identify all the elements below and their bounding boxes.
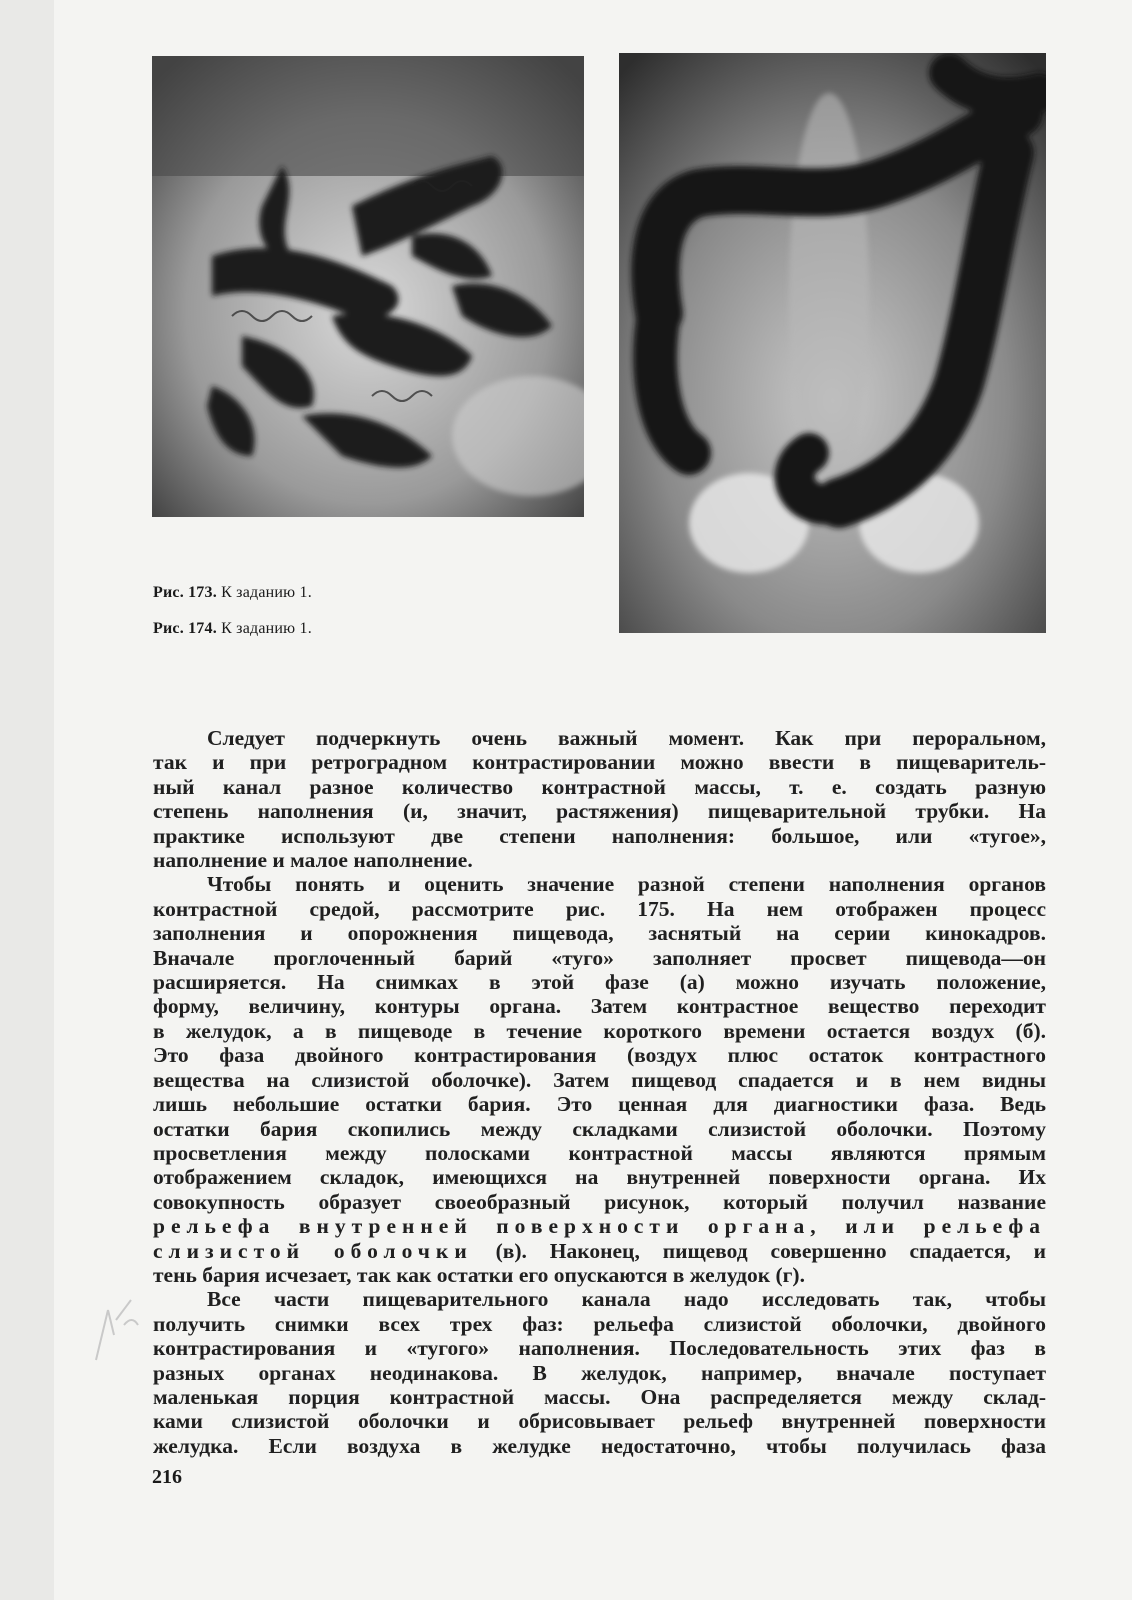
text-line: Все части пищеварительного канала надо исследовать так, чтобы (207, 1287, 1046, 1312)
text-line: остатки бария скопились между складками слизистой оболочки. Поэтому (153, 1116, 1046, 1141)
text-line: практике используют две степени наполнения: большое, или «тугое», (153, 823, 1046, 848)
text-line: заполнения и опорожнения пищевода, заснятый на серии кинокадров. (153, 921, 1046, 946)
text-line-spaced: рельефа внутренней поверхности органа, или рельефа (153, 1214, 1046, 1239)
xray-colon-graphic (619, 53, 1046, 633)
text-line: в желудок, а в пищеводе в течение короткого времени остается воздух (б). (153, 1018, 1046, 1043)
text-line: вещества на слизистой оболочке). Затем пищевод спадается и в нем видны (153, 1067, 1046, 1092)
text-line: получить снимки всех трех фаз: рельефа слизистой оболочки, двойного (153, 1311, 1046, 1336)
text-line: отображением складок, имеющихся на внутренней поверхности органа. Их (153, 1165, 1046, 1190)
text-line-mixed (153, 1239, 1046, 1263)
figure-caption-text: К заданию 1. (221, 584, 312, 601)
figure-number: Рис. 174. (153, 620, 217, 637)
text-line: контрастной средой, рассмотрите рис. 175. На нем отображен процесс (153, 896, 1046, 921)
spaced-term: слизистой оболочки (153, 1238, 473, 1263)
page-number: 216 (152, 1466, 182, 1488)
text-line: форму, величину, контуры органа. Затем контрастное вещество переходит (153, 994, 1046, 1019)
paragraph-3 (153, 1287, 1046, 1458)
text-line: Вначале проглоченный барий «туго» заполняет просвет пищевода—он (153, 945, 1046, 970)
text-line: совокупность образует своеобразный рисунок, который получил название (153, 1189, 1046, 1214)
text-line: разных органах неодинакова. В желудок, например, вначале поступает (153, 1360, 1046, 1385)
pencil-mark-icon (86, 1290, 146, 1370)
text-line: маленькая порция контрастной массы. Она распределяется между склад- (153, 1384, 1046, 1409)
text-line: Следует подчеркнуть очень важный момент. Как при пероральном, (207, 726, 1046, 750)
text-line: просветления между полосками контрастной массы являются прямым (153, 1140, 1046, 1165)
figure-caption-173 (153, 584, 312, 602)
text-line: ками слизистой оболочки и обрисовывает рельеф внутренней поверхности (153, 1409, 1046, 1434)
xray-image-fig174 (619, 53, 1046, 633)
text-line: Чтобы понять и оценить значение разной степени наполнения органов (207, 872, 1046, 897)
text-line: наполнение и малое наполнение. (153, 848, 473, 873)
paragraph-2 (153, 872, 1046, 1287)
paragraph-1 (153, 726, 1046, 872)
text-line: контрастирования и «тугого» наполнения. Последовательность этих фаз в (153, 1336, 1046, 1361)
figure-caption-text: К заданию 1. (221, 620, 312, 637)
text-line: Это фаза двойного контрастирования (воздух плюс остаток контрастного (153, 1043, 1046, 1068)
main-text (153, 726, 1046, 1458)
text-fragment: (в). Наконец, пищевод совершенно спадается, и (472, 1238, 1046, 1263)
text-line: ный канал разное количество контрастной массы, т. е. создать разную (153, 774, 1046, 799)
text-line: степень наполнения (и, значит, растяжения) пищеварительной трубки. На (153, 799, 1046, 824)
figure-caption-174 (153, 620, 312, 638)
text-line: лишь небольшие остатки бария. Это ценная для диагностики фаза. Ведь (153, 1092, 1046, 1117)
text-line: так и при ретроградном контрастировании можно ввести в пищеваритель- (153, 750, 1046, 775)
text-line: желудка. Если воздуха в желудке недостаточно, чтобы получилась фаза (153, 1433, 1046, 1458)
text-line: расширяется. На снимках в этой фазе (а) можно изучать положение, (153, 970, 1046, 995)
xray-image-fig173 (152, 56, 584, 517)
xray-small-bowel-graphic (152, 56, 584, 517)
text-line: тень бария исчезает, так как остатки его опускаются в желудок (г). (153, 1262, 805, 1287)
figure-number: Рис. 173. (153, 584, 217, 601)
